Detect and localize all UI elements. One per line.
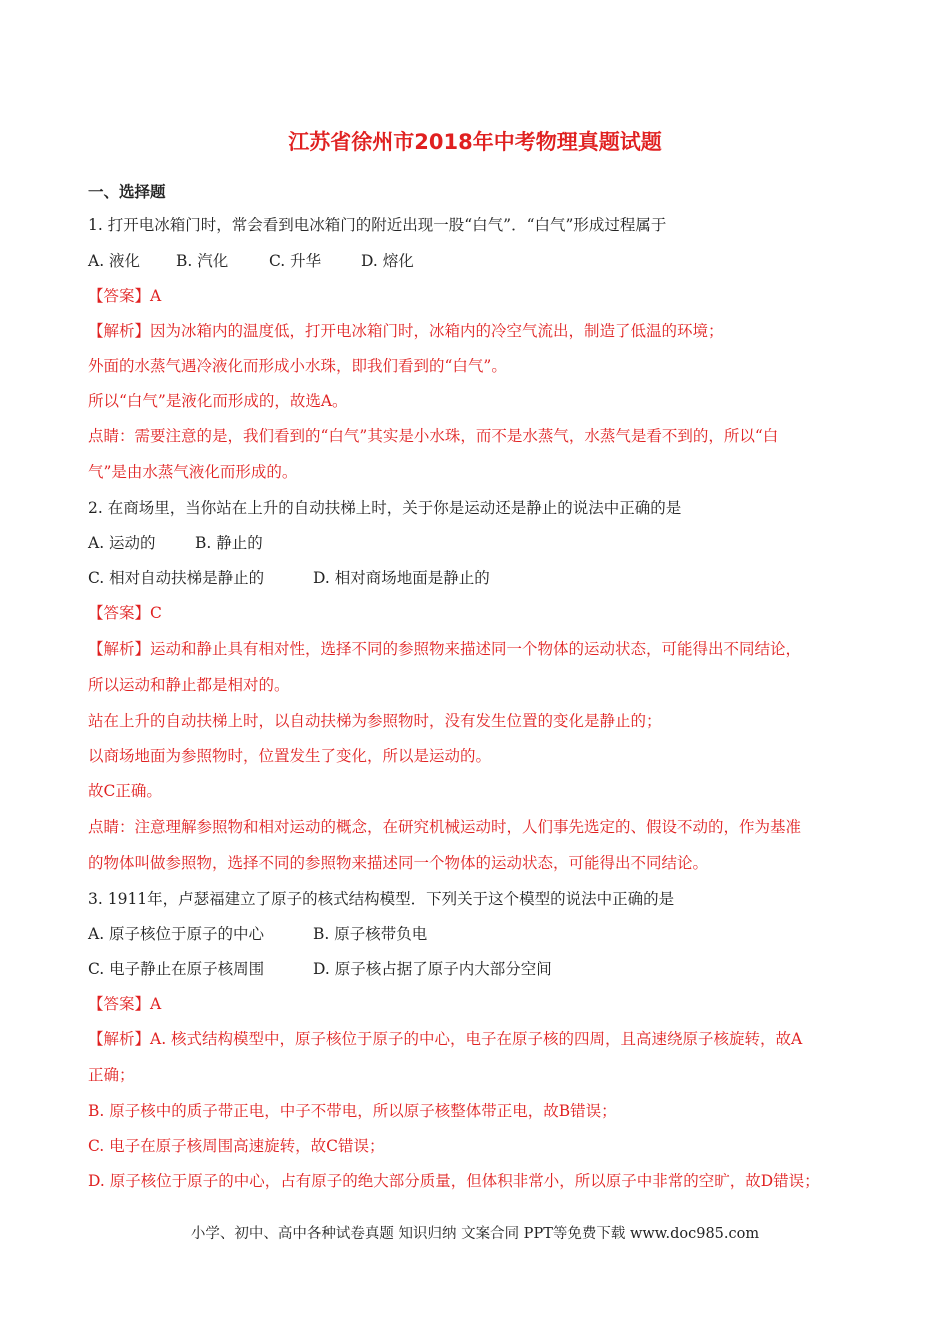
q1-option-d: D. 熔化 (361, 252, 414, 270)
q1-option-a: A. 液化 (88, 252, 141, 270)
q2-stem: 2. 在商场里，当你站在上升的自动扶梯上时，关于你是运动还是静止的说法中正确的是 (88, 499, 682, 517)
q3-analysis-line: D. 原子核位于原子的中心，占有原子的绝大部分质量，但体积非常小，所以原子中非常的空旷，故D错误； (88, 1172, 820, 1190)
q1-analysis-line: 外面的水蒸气遇冷液化而形成小水珠，即我们看到的“白气”。 (88, 357, 507, 375)
q2-analysis-line: 故C正确。 (88, 782, 162, 800)
q1-tip-line: 点睛：需要注意的是，我们看到的“白气”其实是小水珠，而不是水蒸气，水蒸气是看不到的，所以“白 (88, 427, 779, 445)
q1-tip-line: 气”是由水蒸气液化而形成的。 (88, 463, 298, 481)
q3-option-b: B. 原子核带负电 (313, 925, 428, 943)
q2-tip-line: 的物体叫做参照物，选择不同的参照物来描述同一个物体的运动状态，可能得出不同结论。 (88, 854, 709, 872)
q3-analysis-line: C. 电子在原子核周围高速旋转，故C错误； (88, 1137, 385, 1155)
q2-analysis-line: 站在上升的自动扶梯上时，以自动扶梯为参照物时，没有发生位置的变化是静止的； (88, 712, 662, 730)
q1-stem: 1. 打开电冰箱门时，常会看到电冰箱门的附近出现一股“白气”．“白气”形成过程属于 (88, 216, 667, 234)
page-title: 江苏省徐州市2018年中考物理真题试题 (288, 130, 662, 154)
q2-tip-line: 点睛：注意理解参照物和相对运动的概念，在研究机械运动时，人们事先选定的、假设不动的，作为基准 (88, 818, 802, 836)
q1-analysis-line: 所以“白气”是液化而形成的，故选A。 (88, 392, 348, 410)
q2-options-row1 (88, 533, 263, 553)
q3-option-d: D. 原子核占据了原子内大部分空间 (313, 960, 552, 978)
q3-analysis-line: B. 原子核中的质子带正电，中子不带电，所以原子核整体带正电，故B错误； (88, 1102, 617, 1120)
page-footer: 小学、初中、高中各种试卷真题 知识归纳 文案合同 PPT等免费下载 www.doc985.com (190, 1226, 760, 1242)
q1-analysis-line: 【解析】因为冰箱内的温度低，打开电冰箱门时，冰箱内的冷空气流出，制造了低温的环境； (88, 322, 724, 340)
q2-analysis-line: 所以运动和静止都是相对的。 (88, 676, 290, 694)
q1-option-c: C. 升华 (269, 252, 322, 270)
q1-option-b: B. 汽化 (176, 252, 229, 270)
q3-options-row2 (88, 959, 552, 979)
q3-option-a: A. 原子核位于原子的中心 (88, 925, 265, 943)
q1-options (88, 251, 414, 271)
q2-option-d: D. 相对商场地面是静止的 (313, 569, 490, 587)
q3-option-c: C. 电子静止在原子核周围 (88, 960, 265, 978)
q3-analysis-line: 【解析】A. 核式结构模型中，原子核位于原子的中心，电子在原子核的四周，且高速绕原子核旋转，故A (88, 1030, 803, 1048)
q2-analysis-line: 以商场地面为参照物时，位置发生了变化，所以是运动的。 (88, 747, 492, 765)
q2-analysis-line: 【解析】运动和静止具有相对性，选择不同的参照物来描述同一个物体的运动状态，可能得出不同结论， (88, 640, 802, 658)
q2-option-c: C. 相对自动扶梯是静止的 (88, 569, 265, 587)
section-heading: 一、选择题 (88, 183, 166, 201)
q2-options-row2 (88, 568, 490, 588)
q3-options-row1 (88, 924, 427, 944)
q3-answer: 【答案】A (88, 995, 162, 1013)
q2-answer: 【答案】C (88, 604, 162, 622)
q3-stem: 3. 1911年，卢瑟福建立了原子的核式结构模型．下列关于这个模型的说法中正确的是 (88, 890, 675, 908)
q2-option-a: A. 运动的 (88, 534, 156, 552)
q3-analysis-line: 正确； (88, 1066, 135, 1084)
q2-option-b: B. 静止的 (195, 534, 263, 552)
q1-answer: 【答案】A (88, 287, 162, 305)
